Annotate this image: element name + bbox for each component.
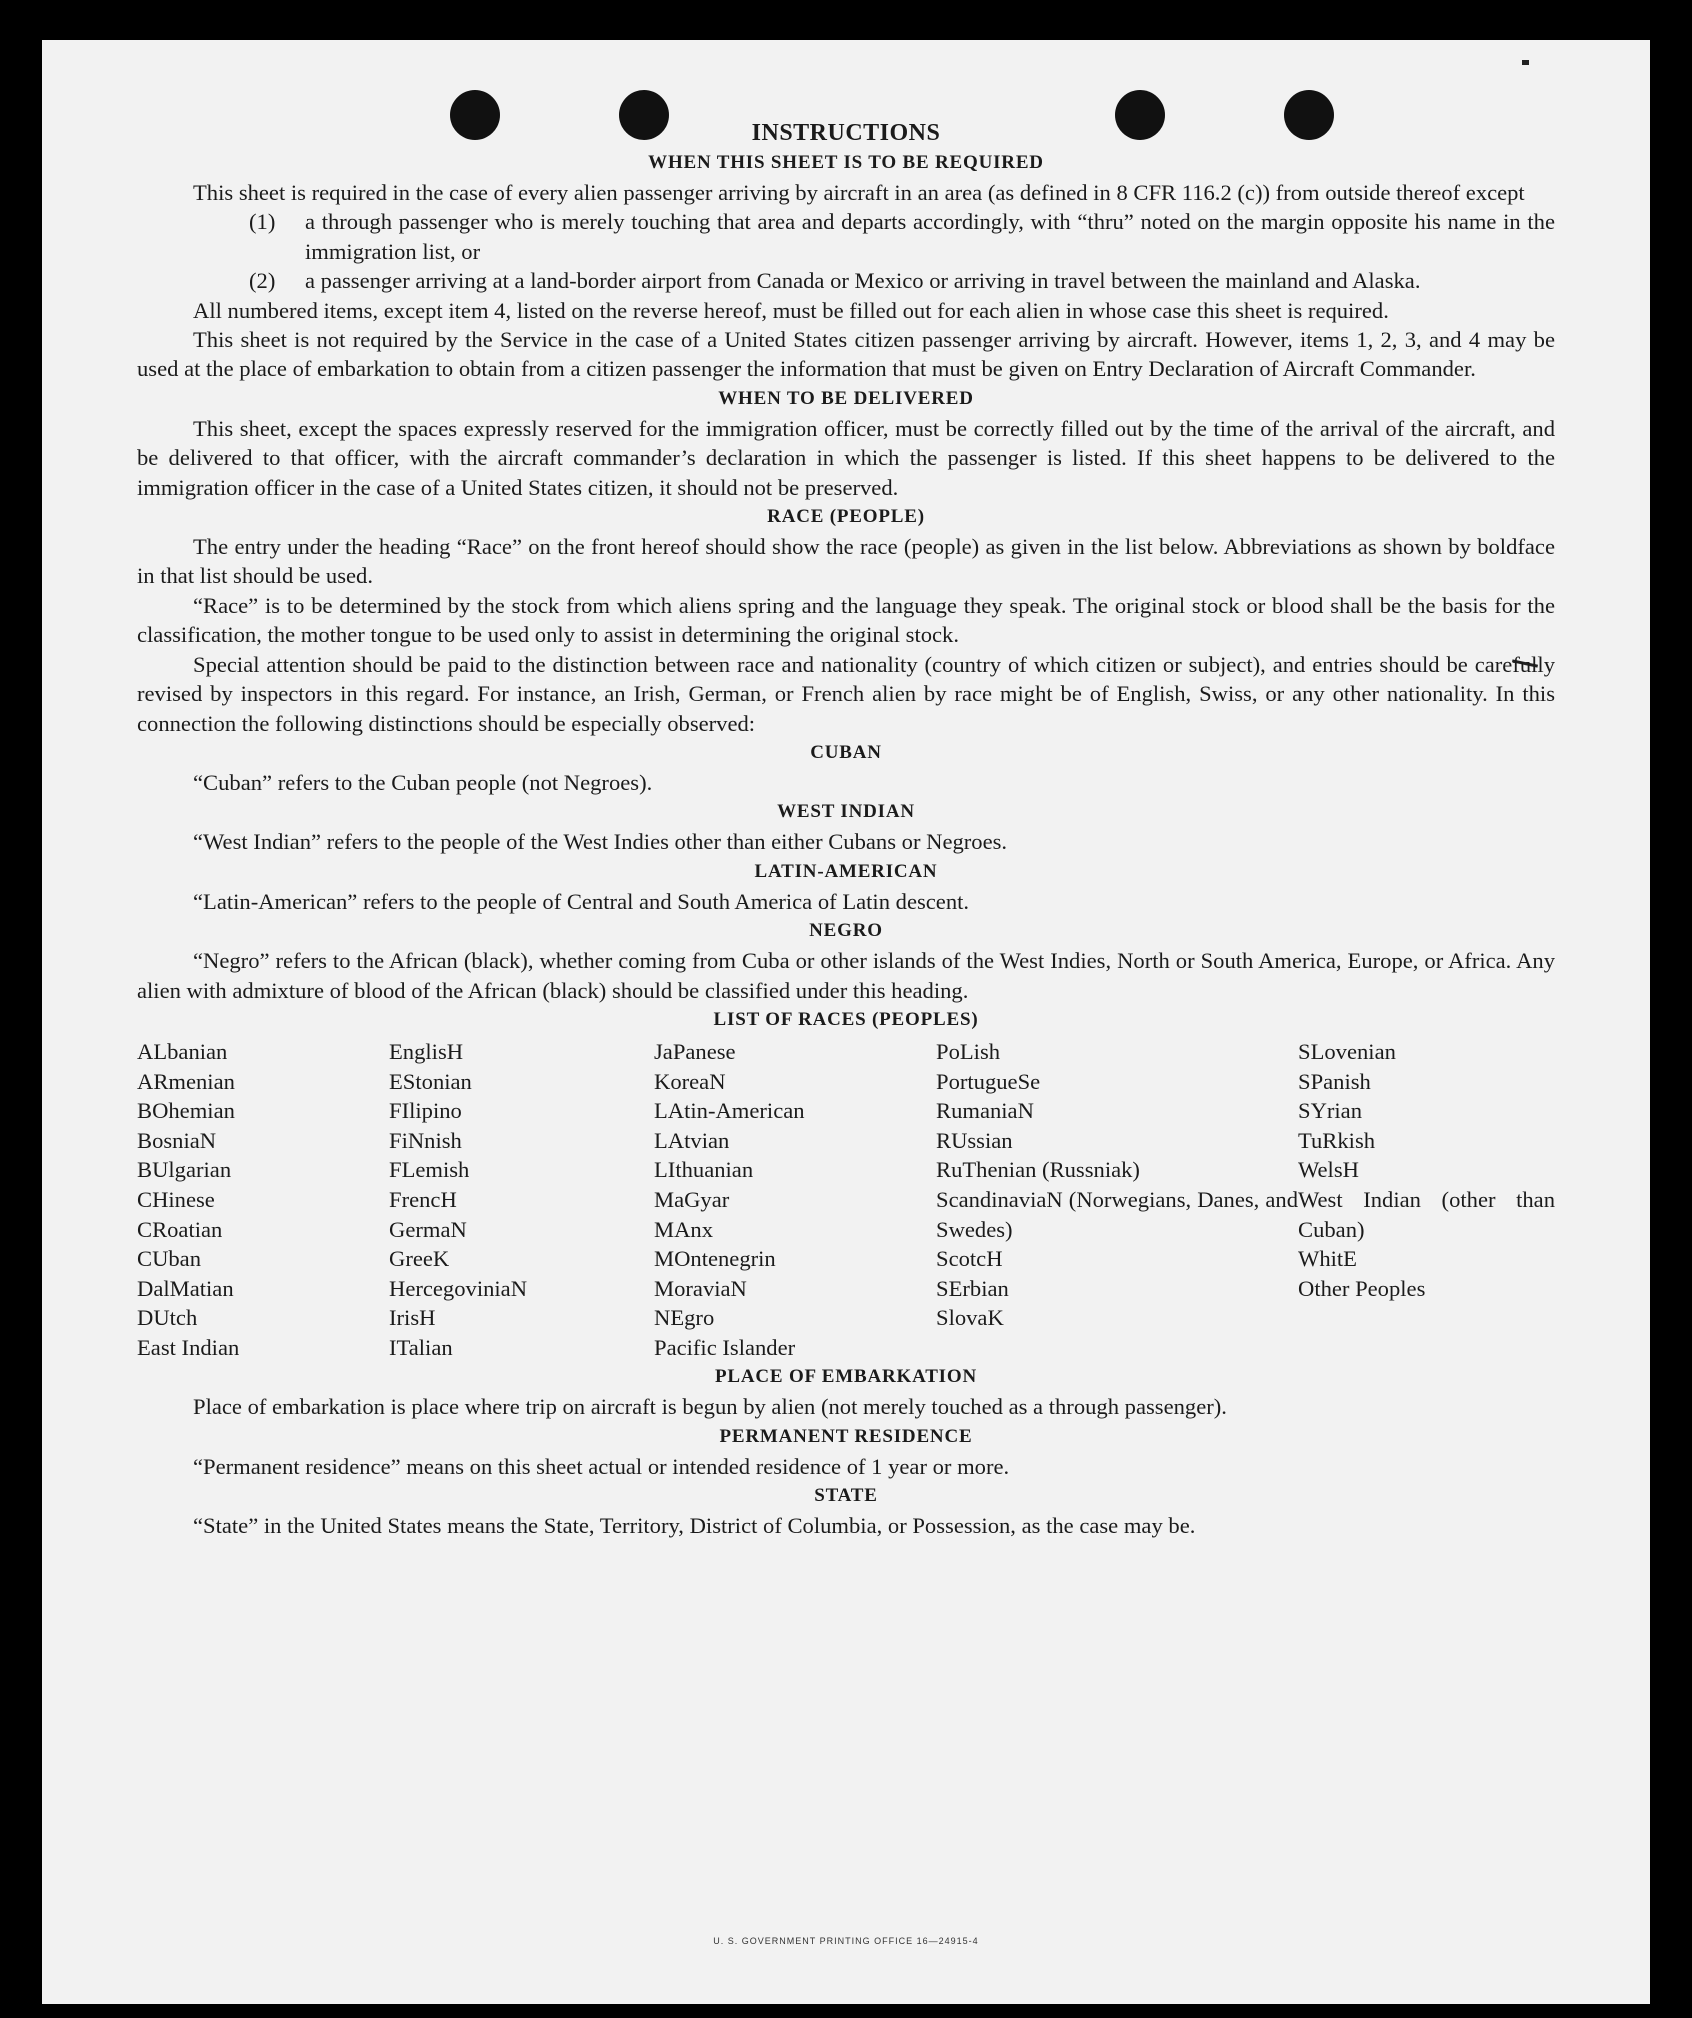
race-entry: WhitE [1298,1246,1357,1272]
heading-west-indian: WEST INDIAN [777,801,915,823]
race-entry: BUlgarian [137,1157,232,1183]
race-entry: LIthuanian [654,1157,754,1183]
paragraph: “Permanent residence” means on this sheet actual or intended residence of 1 year or more. [193,1453,1010,1479]
race-entry: MAnx [654,1216,713,1242]
item-number: (2) [249,268,276,294]
race-entry: CHinese [137,1186,215,1212]
race-entry: PoLish [936,1038,1001,1064]
race-entry: NEgro [654,1305,715,1331]
paragraph: This sheet is not required by the Service in the case of a United States citizen passenger arriving by aircraft. However, items 1, 2, 3, and 4 may be used at the place of embarkation to obtain from a citizen passenger the information that must be given on Entry Declaration of Aircraft Commander. [137,327,1555,382]
race-entry: FiNnish [389,1127,462,1153]
race-entry: MoraviaN [654,1275,747,1301]
races-list [137,1037,1555,1363]
race-entry: PortugueSe [936,1068,1041,1094]
race-entry: SlovaK [936,1305,1004,1331]
race-entry: ITalian [389,1334,453,1360]
race-entry: SYrian [1298,1098,1363,1124]
paragraph: This sheet is required in the case of every alien passenger arriving by aircraft in an area (as defined in 8 CFR 116.2 (c)) from outside thereof except [193,180,1525,205]
race-entry: EStonian [389,1068,472,1094]
printer-imprint: U. S. GOVERNMENT PRINTING OFFICE 16—24915-4 [713,1936,979,1946]
paragraph: “Race” is to be determined by the stock from which aliens spring and the language they speak. The original stock or blood shall be the basis for the classification, the mother tongue to be used only to assist in determining the original stock. [137,592,1555,648]
item-text: a passenger arriving at a land-border airport from Canada or Mexico or arriving in travel between the mainland and Alaska. [305,268,1421,294]
instructions-content [137,118,1555,1541]
heading-when-delivered: WHEN TO BE DELIVERED [718,387,974,409]
numbered-item [249,207,1555,266]
heading-negro: NEGRO [809,920,883,942]
race-entry: RumaniaN [936,1098,1034,1124]
paragraph: The entry under the heading “Race” on the front hereof should show the race (people) as given in the list below. Abbreviations as shown by boldface in that list should be used. [137,534,1555,589]
item-text: a through passenger who is merely touching that area and departs accordingly, with “thru” noted on the margin opposite his name in the immigration list, or [305,209,1555,264]
heading-cuban: CUBAN [810,741,882,763]
paragraph: “Latin-American” refers to the people of Central and South America of Latin descent. [193,888,970,914]
race-entry: LAtin-American [654,1098,805,1124]
race-entry: MaGyar [654,1186,730,1212]
race-entry: CUban [137,1246,202,1272]
races-column [654,1037,936,1363]
race-entry: BosniaN [137,1127,217,1153]
heading-state: STATE [814,1485,878,1507]
races-column [936,1037,1298,1363]
paragraph: This sheet, except the spaces expressly reserved for the immigration officer, must be correctly filled out by the time of the arrival of the aircraft, and be delivered to that officer, with the aircraft commander’s declaration in which the passenger is listed. If this sheet happens to be delivered to the immigration officer in the case of a United States citizen, it should not be preserved. [137,415,1555,500]
race-entry: ALbanian [137,1038,228,1064]
race-entry: IrisH [389,1305,436,1331]
race-entry: SErbian [936,1275,1009,1301]
race-entry: Pacific Islander [654,1334,796,1360]
race-entry: DalMatian [137,1275,234,1301]
heading-permanent-residence: PERMANENT RESIDENCE [719,1425,973,1447]
race-entry: DUtch [137,1305,198,1331]
race-entry: RUssian [936,1127,1013,1153]
race-entry: SPanish [1298,1068,1371,1094]
page-title: INSTRUCTIONS [751,120,941,146]
heading-latin-american: LATIN-AMERICAN [754,860,938,882]
item-number: (1) [249,209,276,235]
paragraph: Place of embarkation is place where trip on aircraft is begun by alien (not merely touched as a through passenger). [193,1394,1227,1420]
race-entry: GreeK [389,1246,450,1272]
race-entry: WelsH [1298,1157,1359,1183]
paragraph: “West Indian” refers to the people of the West Indies other than either Cubans or Negroes. [193,829,1008,855]
race-entry: LAtvian [654,1127,730,1153]
ink-mark [1522,60,1529,65]
race-entry: HercegoviniaN [389,1275,528,1301]
race-entry: Other Peoples [1298,1275,1426,1301]
numbered-item [249,266,1555,295]
race-entry: JaPanese [654,1038,736,1064]
race-entry: East Indian [137,1334,240,1360]
paragraph: “Cuban” refers to the Cuban people (not Negroes). [193,769,653,795]
paragraph: “Negro” refers to the African (black), whether coming from Cuba or other islands of the West Indies, North or South America, Europe, or Africa. Any alien with admixture of blood of the African (black) should be classified under this heading. [137,948,1555,1003]
race-entry: FrencH [389,1186,457,1212]
race-entry: West Indian (other than Cuban) [1298,1186,1555,1242]
race-entry: KoreaN [654,1068,726,1094]
race-entry: FIlipino [389,1098,462,1124]
race-entry: RuThenian (Russniak) [936,1157,1140,1183]
paragraph: All numbered items, except item 4, listed on the reverse hereof, must be filled out for each alien in whose case this sheet is required. [193,297,1389,323]
races-column [389,1037,654,1363]
heading-race: RACE (PEOPLE) [767,506,925,528]
race-entry: EnglisH [389,1038,464,1064]
race-entry: BOhemian [137,1098,235,1124]
heading-when-required: WHEN THIS SHEET IS TO BE REQUIRED [648,152,1044,173]
paragraph: Special attention should be paid to the distinction between race and nationality (country of which citizen or subject), and entries should be carefully revised by inspectors in this regard. For instance, an Irish, German, or French alien by race might be of English, Swiss, or any other nationality. In this connection the following distinctions should be especially observed: [137,651,1555,736]
race-entry: TuRkish [1298,1127,1376,1153]
document-sheet [42,40,1650,2004]
race-entry: ScotcH [936,1246,1003,1272]
race-entry: ScandinaviaN (Norwegians, Danes, and Swedes) [936,1186,1298,1242]
race-entry: ARmenian [137,1068,235,1094]
races-column [1298,1037,1555,1363]
races-column [137,1037,389,1363]
paragraph: “State” in the United States means the State, Territory, District of Columbia, or Possession, as the case may be. [193,1513,1196,1539]
race-entry: SLovenian [1298,1038,1396,1064]
race-entry: FLemish [389,1157,470,1183]
race-entry: MOntenegrin [654,1246,776,1272]
heading-list-of-races: LIST OF RACES (PEOPLES) [713,1008,979,1030]
race-entry: GermaN [389,1216,467,1242]
heading-embarkation: PLACE OF EMBARKATION [715,1366,977,1388]
race-entry: CRoatian [137,1216,223,1242]
